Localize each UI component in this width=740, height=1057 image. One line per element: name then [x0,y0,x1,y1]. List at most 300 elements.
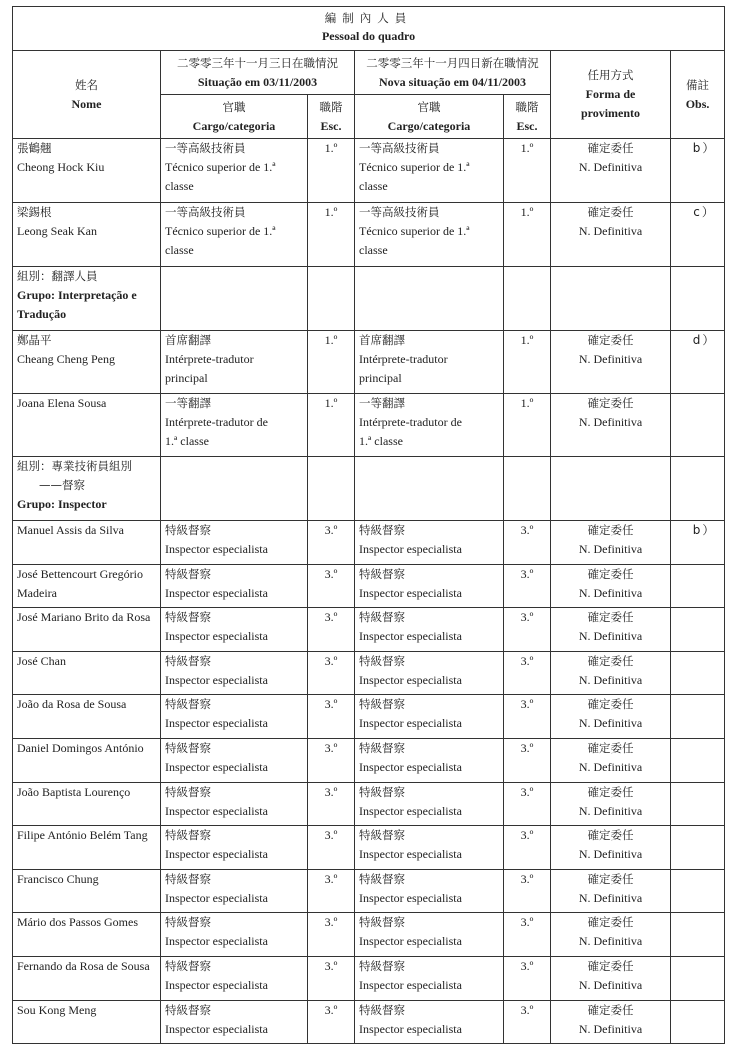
esc-value: 3.º [520,828,534,843]
cargo-zh: 特級督察 [165,784,211,799]
provimento-cell [551,956,671,1000]
cargo-zh: 特級督察 [359,958,405,973]
esc-new [504,651,551,695]
obs-cell [671,521,725,565]
esc-value: 3.º [324,653,338,668]
cargo-pt: Inspector especialista [359,759,462,774]
prov-pt: N. Definitiva [578,542,643,556]
cargo-zh: 特級督察 [165,697,211,712]
esc-new [504,1000,551,1044]
esc-old [308,331,355,394]
provimento-cell [551,826,671,870]
esc-value: 3.º [324,610,338,625]
cargo-new [355,521,504,565]
table-row [13,869,725,913]
name-pt-cont: Madeira [17,585,57,600]
name-pt: José Chan [17,653,66,668]
name-pt: Leong Seak Kan [17,224,97,238]
cargo-pt: Intérprete-tradutor de [359,415,462,429]
cargo-zh: 特級督察 [165,958,211,973]
esc-new [504,139,551,203]
name-pt: Fernando da Rosa de Sousa [17,958,150,973]
cargo-zh: 特級督察 [359,784,405,799]
cargo-pt-cont: classe [359,179,388,193]
cargo-pt: Inspector especialista [359,542,462,556]
esc-old [308,203,355,267]
prov-pt: N. Definitiva [578,847,643,862]
cargo-zh: 特級督察 [359,697,405,712]
cargo-pt: Técnico superior de 1.ª [165,224,276,238]
provimento-cell [551,203,671,267]
cargo-zh: 特級督察 [165,1002,211,1017]
obs-cell [671,608,725,652]
name-pt: José Mariano Brito da Rosa [17,610,151,625]
cargo-pt-cont: principal [359,371,402,385]
name-cell [13,826,161,870]
table-title [13,7,725,51]
prov-zh: 確定委任 [587,141,634,155]
obs-value: c） [693,205,716,219]
table-row [13,738,725,782]
table-row [13,651,725,695]
prov-zh: 確定委任 [587,1002,634,1017]
name-cell [13,956,161,1000]
prov-pt: N. Definitiva [578,1021,643,1036]
cargo-zh: 一等翻譯 [165,396,211,410]
prov-zh: 確定委任 [587,653,634,668]
cargo-pt: Intérprete-tradutor de [165,415,268,429]
name-cell [13,394,161,457]
cargo-pt: Inspector especialista [359,1021,462,1036]
cargo-new [355,331,504,394]
cargo-zh: 特級督察 [359,740,405,755]
esc-value: 3.º [520,740,534,755]
table-row [13,1000,725,1044]
cargo-old [161,695,308,739]
cargo-pt: Inspector especialista [165,585,268,600]
cargo-old [161,651,308,695]
esc-value: 1.º [324,333,338,347]
cargo-zh: 特級督察 [359,653,405,668]
prov-zh: 確定委任 [587,523,634,537]
cargo-old [161,331,308,394]
name-cell [13,203,161,267]
cargo-zh: 特級督察 [165,566,211,581]
empty-cell [161,457,308,521]
cargo-old [161,956,308,1000]
cargo-pt: Inspector especialista [165,803,268,818]
prov-pt: N. Definitiva [578,224,643,238]
cargo-pt: Inspector especialista [165,847,268,862]
obs-cell [671,139,725,203]
empty-cell [355,457,504,521]
prov-pt: N. Definitiva [578,759,643,774]
cargo-new [355,782,504,826]
obs-cell [671,826,725,870]
esc-old [308,1000,355,1044]
empty-cell [308,457,355,521]
name-cell [13,608,161,652]
obs-cell [671,782,725,826]
prov-zh: 確定委任 [587,828,634,843]
cargo-old [161,738,308,782]
name-pt: Francisco Chung [17,871,99,886]
esc-value: 3.º [324,915,338,930]
obs-cell [671,695,725,739]
cargo-zh: 一等高級技術員 [359,205,440,219]
name-zh: 梁錫根 [17,205,52,219]
cargo-zh: 特級督察 [165,740,211,755]
table-row [13,139,725,203]
table-row [13,203,725,267]
name-pt: Manuel Assis da Silva [17,523,124,537]
cargo-zh: 特級督察 [165,610,211,625]
group-row [13,457,725,521]
cargo-pt: Inspector especialista [165,716,268,731]
esc-new [504,608,551,652]
provimento-cell [551,564,671,608]
name-pt: Sou Kong Meng [17,1002,97,1017]
name-zh: 張鶴翹 [17,141,52,155]
header-cargo-new: 官職 Cargo/categoria [355,95,504,139]
cargo-pt: Inspector especialista [165,934,268,949]
cargo-zh: 首席翻譯 [165,333,211,347]
esc-old [308,782,355,826]
cargo-old [161,139,308,203]
esc-old [308,826,355,870]
name-cell [13,738,161,782]
cargo-pt: Inspector especialista [165,890,268,905]
header-obs: 備註 Obs. [671,51,725,139]
esc-value: 3.º [324,1002,338,1017]
name-cell [13,564,161,608]
provimento-cell [551,608,671,652]
name-cell [13,695,161,739]
prov-pt: N. Definitiva [578,672,643,687]
esc-old [308,564,355,608]
esc-old [308,956,355,1000]
esc-value: 1.º [324,396,338,410]
cargo-old [161,521,308,565]
obs-value: d） [692,333,717,347]
provimento-cell [551,651,671,695]
esc-old [308,651,355,695]
provimento-cell [551,695,671,739]
cargo-pt: Inspector especialista [165,542,268,556]
esc-old [308,738,355,782]
obs-cell [671,913,725,957]
empty-cell [671,267,725,331]
empty-cell [671,457,725,521]
cargo-pt: Inspector especialista [165,672,268,687]
provimento-cell [551,782,671,826]
prov-pt: N. Definitiva [578,716,643,731]
name-pt: Joana Elena Sousa [17,396,107,410]
cargo-pt: Inspector especialista [165,977,268,992]
table-row [13,913,725,957]
obs-cell [671,651,725,695]
obs-cell [671,869,725,913]
prov-pt: N. Definitiva [578,160,643,174]
cargo-new [355,1000,504,1044]
cargo-new [355,695,504,739]
cargo-pt-cont: classe [165,243,194,257]
cargo-zh: 特級督察 [359,828,405,843]
cargo-zh: 特級督察 [165,828,211,843]
prov-zh: 確定委任 [587,784,634,799]
esc-new [504,203,551,267]
cargo-pt: Inspector especialista [359,890,462,905]
esc-value: 3.º [324,740,338,755]
cargo-pt: Inspector especialista [359,585,462,600]
cargo-new [355,826,504,870]
cargo-zh: 特級督察 [165,915,211,930]
empty-cell [161,267,308,331]
esc-new [504,564,551,608]
cargo-old [161,608,308,652]
name-pt: Mário dos Passos Gomes [17,915,139,930]
cargo-pt: Inspector especialista [165,1021,268,1036]
esc-new [504,521,551,565]
table-row [13,394,725,457]
cargo-pt-cont: 1.ª classe [359,434,403,448]
name-pt: Filipe António Belém Tang [17,828,148,843]
header-esc-old: 職階 Esc. [308,95,355,139]
esc-value: 1.º [324,141,338,155]
header-name: 姓名 Nome [13,51,161,139]
esc-value: 3.º [520,653,534,668]
cargo-pt: Inspector especialista [359,934,462,949]
name-cell [13,1000,161,1044]
esc-new [504,826,551,870]
esc-value: 3.º [520,610,534,625]
prov-zh: 確定委任 [587,566,634,581]
prov-pt: N. Definitiva [578,585,643,600]
group-pt-cont: Tradução [17,307,67,321]
cargo-pt-cont: 1.ª classe [165,434,209,448]
cargo-zh: 特級督察 [359,1002,405,1017]
prov-pt: N. Definitiva [578,352,643,366]
esc-old [308,521,355,565]
obs-cell [671,1000,725,1044]
cargo-pt: Intérprete-tradutor [165,352,254,366]
header-situation-old: 二零零三年十一月三日在職情況 Situação em 03/11/2003 [161,51,355,95]
obs-cell [671,738,725,782]
cargo-new [355,394,504,457]
table-row [13,782,725,826]
esc-old [308,695,355,739]
prov-zh: 確定委任 [587,871,634,886]
cargo-zh: 特級督察 [359,566,405,581]
cargo-new [355,956,504,1000]
provimento-cell [551,869,671,913]
cargo-old [161,782,308,826]
empty-cell [504,267,551,331]
provimento-cell [551,738,671,782]
cargo-zh: 特級督察 [165,523,211,537]
cargo-pt-cont: classe [359,243,388,257]
esc-value: 3.º [520,523,534,537]
cargo-pt: Intérprete-tradutor [359,352,448,366]
header-provimento: 任用方式 Forma de provimento [551,51,671,139]
provimento-cell [551,913,671,957]
cargo-pt: Inspector especialista [359,672,462,687]
cargo-old [161,394,308,457]
esc-value: 3.º [324,697,338,712]
prov-zh: 確定委任 [587,915,634,930]
esc-value: 1.º [324,205,338,219]
group-label [13,457,161,521]
name-zh: 鄭晶平 [17,333,52,347]
prov-pt: N. Definitiva [578,934,643,949]
esc-value: 3.º [324,523,338,537]
esc-value: 1.º [520,396,534,410]
esc-old [308,913,355,957]
provimento-cell [551,394,671,457]
cargo-pt: Inspector especialista [359,803,462,818]
prov-zh: 確定委任 [587,333,634,347]
esc-value: 1.º [520,141,534,155]
provimento-cell [551,331,671,394]
esc-value: 1.º [520,205,534,219]
cargo-pt: Inspector especialista [165,629,268,644]
name-pt: Cheang Cheng Peng [17,352,115,366]
cargo-pt-cont: classe [165,179,194,193]
prov-pt: N. Definitiva [578,803,643,818]
esc-old [308,394,355,457]
name-pt: Daniel Domingos António [17,740,144,755]
prov-pt: N. Definitiva [578,629,643,644]
cargo-new [355,139,504,203]
cargo-pt: Técnico superior de 1.ª [359,160,470,174]
name-cell [13,913,161,957]
table-row [13,331,725,394]
cargo-new [355,203,504,267]
name-pt: João Baptista Lourenço [17,784,131,799]
esc-new [504,738,551,782]
prov-zh: 確定委任 [587,697,634,712]
group-zh: 組別：專業技術員組別 [17,459,132,473]
obs-cell [671,331,725,394]
prov-zh: 確定委任 [587,740,634,755]
esc-value: 3.º [324,958,338,973]
table-row [13,564,725,608]
header-cargo-old: 官職 Cargo/categoria [161,95,308,139]
title-pt: Pessoal do quadro [321,29,416,43]
name-pt: Cheong Hock Kiu [17,160,105,174]
cargo-new [355,913,504,957]
obs-value: b） [692,141,717,155]
esc-value: 3.º [324,871,338,886]
prov-zh: 確定委任 [587,958,634,973]
cargo-old [161,826,308,870]
group-row [13,267,725,331]
empty-cell [504,457,551,521]
table-row [13,521,725,565]
group-pt: Grupo: Inspector [17,497,107,511]
group-pt: Grupo: Interpretação e [17,288,137,302]
cargo-new [355,608,504,652]
cargo-pt: Técnico superior de 1.ª [165,160,276,174]
cargo-zh: 一等高級技術員 [359,141,440,155]
cargo-new [355,738,504,782]
provimento-cell [551,139,671,203]
esc-value: 3.º [324,784,338,799]
cargo-pt: Inspector especialista [359,847,462,862]
table-row [13,956,725,1000]
cargo-new [355,564,504,608]
name-cell [13,331,161,394]
title-zh: 編制內人員 [324,11,413,25]
prov-pt: N. Definitiva [578,890,643,905]
cargo-zh: 特級督察 [165,653,211,668]
cargo-old [161,869,308,913]
name-cell [13,869,161,913]
empty-cell [355,267,504,331]
cargo-pt: Inspector especialista [359,716,462,731]
cargo-zh: 特級督察 [165,871,211,886]
group-zh: 組別：翻譯人員 [17,269,98,283]
esc-value: 3.º [324,566,338,581]
cargo-zh: 特級督察 [359,523,405,537]
table-row [13,608,725,652]
cargo-pt-cont: principal [165,371,208,385]
obs-cell [671,956,725,1000]
esc-old [308,139,355,203]
staff-table [12,6,725,1044]
cargo-old [161,203,308,267]
cargo-pt: Inspector especialista [359,629,462,644]
prov-zh: 確定委任 [587,610,634,625]
cargo-zh: 一等翻譯 [359,396,405,410]
group-zh-cont: ——督察 [39,478,85,492]
cargo-old [161,913,308,957]
cargo-old [161,1000,308,1044]
name-cell [13,521,161,565]
cargo-zh: 一等高級技術員 [165,141,246,155]
esc-value: 3.º [324,828,338,843]
obs-value: b） [692,523,717,537]
esc-new [504,782,551,826]
name-cell [13,651,161,695]
cargo-pt: Inspector especialista [359,977,462,992]
cargo-zh: 特級督察 [359,610,405,625]
esc-value: 3.º [520,871,534,886]
obs-cell [671,394,725,457]
esc-value: 3.º [520,958,534,973]
esc-new [504,869,551,913]
cargo-zh: 首席翻譯 [359,333,405,347]
header-situation-new: 二零零三年十一月四日新在職情況 Nova situação em 04/11/2003 [355,51,551,95]
prov-pt: N. Definitiva [578,415,643,429]
name-pt: José Bettencourt Gregório [17,566,143,581]
prov-pt: N. Definitiva [578,977,643,992]
name-cell [13,782,161,826]
esc-value: 3.º [520,784,534,799]
esc-new [504,331,551,394]
cargo-new [355,869,504,913]
esc-value: 3.º [520,566,534,581]
table-row [13,695,725,739]
empty-cell [308,267,355,331]
cargo-new [355,651,504,695]
table-row [13,826,725,870]
header-esc-new: 職階 Esc. [504,95,551,139]
esc-new [504,913,551,957]
obs-cell [671,564,725,608]
cargo-zh: 特級督察 [359,915,405,930]
esc-value: 3.º [520,1002,534,1017]
